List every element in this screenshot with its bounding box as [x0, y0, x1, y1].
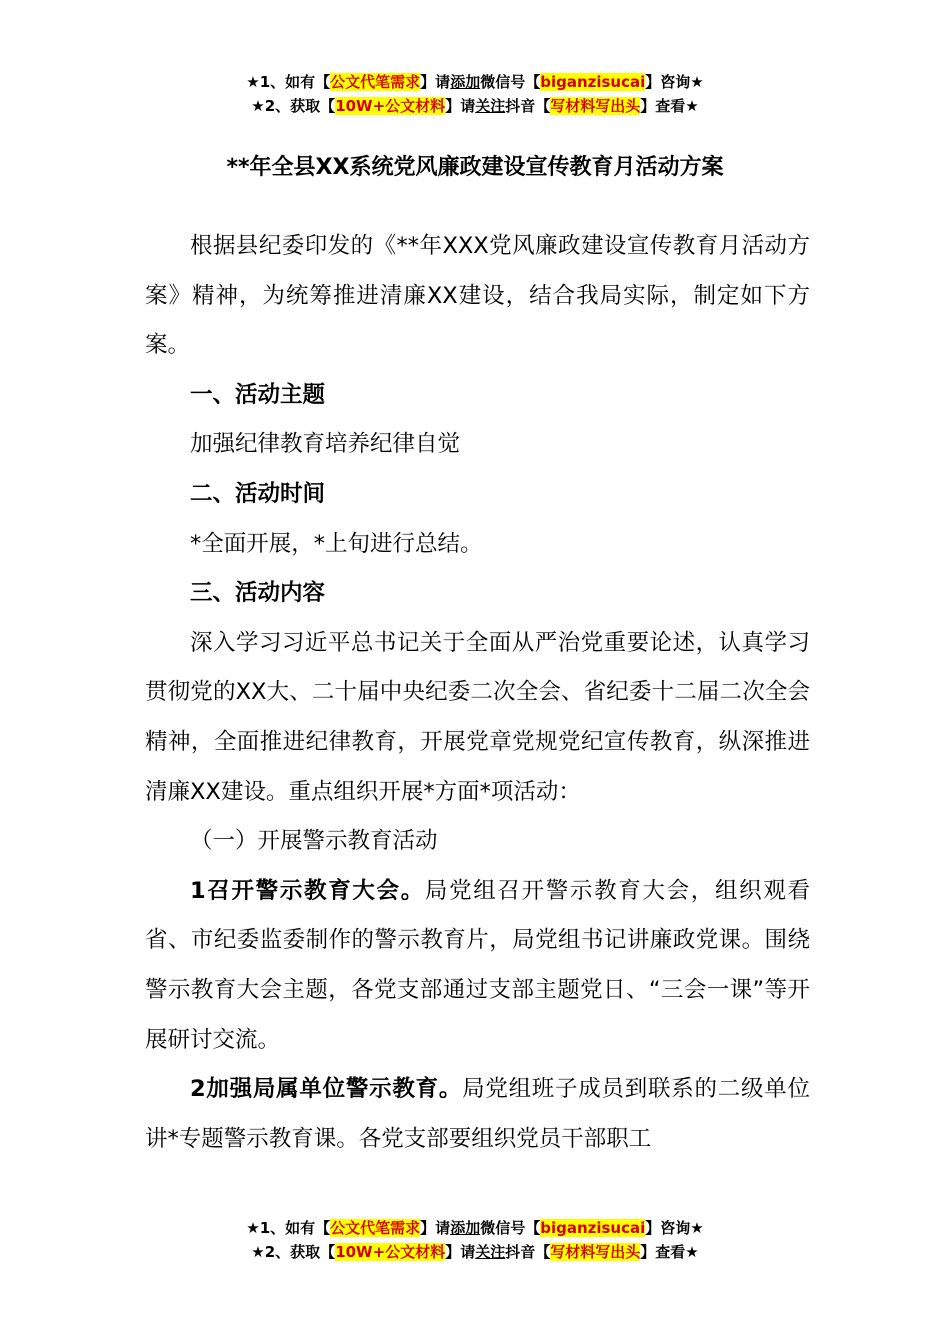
theme-paragraph: 加强纪律教育培养纪律自觉	[190, 431, 461, 458]
promo-text: ★2、获取【	[251, 97, 336, 115]
promo-text: 】请	[420, 1219, 451, 1237]
item-2-paragraph	[145, 1065, 810, 1164]
document-body	[145, 222, 810, 1164]
promo-text: 】请	[445, 1243, 476, 1261]
promo-text: ★1、如有【	[246, 1219, 331, 1237]
item-2-text: 局党组班子成员到联系的二级单位讲*专题警示教育课。各党支部要组织党员干部职工	[145, 1076, 810, 1152]
promo-highlight: 公文代笔需求	[330, 1219, 421, 1237]
section-heading-theme: 一、活动主题	[190, 381, 326, 408]
promo-underline: 添加	[450, 1219, 481, 1237]
promo-text: 微信号【	[480, 73, 541, 91]
promo-line-2	[0, 1240, 950, 1264]
promo-underline: 添加	[450, 73, 481, 91]
promo-text: 抖音【	[505, 1243, 551, 1261]
promo-highlight: 公文代笔需求	[330, 73, 421, 91]
douyin-id-highlight: 写材料写出头	[550, 1243, 641, 1261]
promo-text: 】请	[445, 97, 476, 115]
wechat-id-highlight: biganzisucai	[540, 1219, 646, 1237]
item-1-paragraph	[145, 867, 810, 1065]
bottom-promo-banner	[0, 1216, 950, 1264]
promo-text: ★1、如有【	[246, 73, 331, 91]
item-1-title: 1召开警示教育大会。	[190, 877, 425, 904]
content-paragraph: 深入学习习近平总书记关于全面从严治党重要论述，认真学习贯彻党的XX大、二十届中央纪委二次全会、省纪委十二届二次全会精神，全面推进纪律教育，开展党章党规党纪宣传教育，纵深推进清廉XX建设。重点组织开展*方面*项活动：	[145, 629, 810, 805]
promo-text: ★2、获取【	[251, 1243, 336, 1261]
promo-text: 微信号【	[480, 1219, 541, 1237]
item-1-text: 局党组召开警示教育大会，组织观看省、市纪委监委制作的警示教育片，局党组书记讲廉政党课。围绕警示教育大会主题，各党支部通过支部主题党日、“三会一课”等开展研讨交流。	[145, 877, 810, 1053]
promo-text: 】咨询★	[645, 1219, 704, 1237]
douyin-id-highlight: 写材料写出头	[550, 97, 641, 115]
subsection-heading-warning-education: （一）开展警示教育活动	[190, 828, 438, 855]
promo-line-1	[0, 70, 950, 94]
promo-underline: 关注	[475, 1243, 506, 1261]
promo-line-2	[0, 94, 950, 118]
promo-line-1	[0, 1216, 950, 1240]
promo-text: 】查看★	[640, 97, 699, 115]
top-promo-banner	[0, 70, 950, 118]
promo-highlight: 10W+公文材料	[335, 1243, 446, 1261]
wechat-id-highlight: biganzisucai	[540, 73, 646, 91]
intro-paragraph: 根据县纪委印发的《**年XXX党风廉政建设宣传教育月活动方案》精神，为统筹推进清廉XX建设，结合我局实际，制定如下方案。	[145, 233, 810, 359]
section-heading-time: 二、活动时间	[190, 480, 326, 507]
promo-highlight: 10W+公文材料	[335, 97, 446, 115]
promo-text: 】查看★	[640, 1243, 699, 1261]
item-2-title: 2加强局属单位警示教育。	[190, 1076, 463, 1103]
document-title: **年全县XX系统党风廉政建设宣传教育月活动方案	[226, 155, 724, 180]
promo-text: 抖音【	[505, 97, 551, 115]
promo-underline: 关注	[475, 97, 506, 115]
section-heading-content: 三、活动内容	[190, 580, 326, 607]
time-paragraph: *全面开展，*上旬进行总结。	[190, 530, 483, 557]
promo-text: 】请	[420, 73, 451, 91]
promo-text: 】咨询★	[645, 73, 704, 91]
